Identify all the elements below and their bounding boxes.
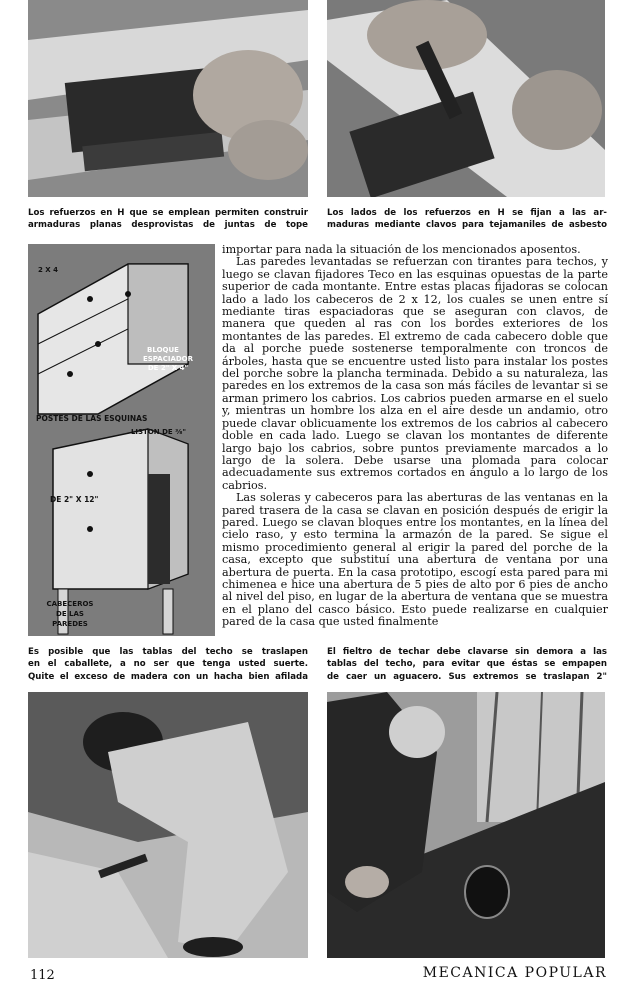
- label-bloque-2: ESPACIADOR: [142, 355, 194, 363]
- caption-line: Los lados de los refuerzos en H se fijan a las ar-: [327, 208, 607, 218]
- photo-nailing-h-brace: [327, 0, 605, 197]
- label-cabeceros-2: DE LAS: [56, 610, 84, 618]
- photo-h-brace-hands: [28, 0, 308, 197]
- caption-mid-left: [28, 646, 308, 683]
- label-2x4: 2 X 4: [38, 266, 59, 274]
- label-liston: LISTON DE ⅜": [130, 428, 186, 436]
- label-cabeceros-3: PAREDES: [52, 620, 88, 628]
- caption-line: Los refuerzos en H que se emplean permiten construir: [28, 208, 308, 218]
- caption-line: armaduras planas desprovistas de juntas de tope: [28, 220, 308, 231]
- corner-posts-header-diagram: [28, 244, 215, 636]
- magazine-title: MECANICA POPULAR: [422, 965, 607, 981]
- body-paragraph: Las paredes levantadas se refuerzan con tirantes para techos, y luego se clavan fijadores Teco en las esquinas opuestas de la parte superior de cada montante. Entre estas placas fijadoras se colocan lado a lado los cabeceros de 2 x 12, los cuales se unen entre sí mediante tiras espaciadoras que se aseguran con clavos, de manera que queden al ras con los bordes exteriores de los montantes de las paredes. El extremo de cada cabecero doble que da al porche puede sostenerse temporalmente con troncos de árboles, hasta que se encuentre usted listo para instalar los postes del porche sobre la plancha terminada. Debido a su naturaleza, las paredes en los extremos de la casa son más fáciles de levantar si se arman primero los cabrios. Los cabrios pueden armarse en el suelo y, mientras un hombre los alza en el aire desde un andamio, otro puede clavar oblicuamente los extremos de los cabrios al cabecero doble en cada lado. Luego se clavan los montantes de diferente largo bajo los cabrios, sobre puntos previamente marcados a lo largo de la solera. Debe usarse una plomada para colocar adecuadamente sus extremos cortados en ángulo a lo largo de los cabrios.: [222, 255, 608, 492]
- body-paragraph: Las soleras y cabeceros para las aberturas de las ventanas en la pared trasera de la casa se clavan en posición después de erigir la pared. Luego se clavan bloques entre los montantes, en la línea del cielo raso, y esto termina la armazón de la pared. Se sigue el mismo procedimiento general al erigir la pared del porche de la casa, excepto que substituí una abertura de ventana por una abertura de puerta. En la casa prototipo, escogí esta pared para mi chimenea e hice una abertura de 5 pies de alto por 6 pies de ancho al nivel del piso, en lugar de la abertura de ventana que se muestra en el plano del casco básico. Esto puede realizarse en cualquier pared de la casa que usted finalmente: [222, 491, 608, 629]
- label-cabeceros-1: CABECEROS: [46, 600, 94, 608]
- photo-rolling-roof-felt: [327, 692, 605, 958]
- caption-line: de caer un aguacero. Sus extremos se traslapan 2": [327, 671, 607, 682]
- caption-mid-right: [327, 646, 607, 683]
- photo-man-hammering-roof: [28, 692, 308, 958]
- label-postes: POSTES DE LAS ESQUINAS: [36, 414, 148, 423]
- label-bloque-3: DE 2" X 4": [147, 364, 189, 372]
- label-bloque-1: BLOQUE: [147, 346, 179, 354]
- caption-top-left: [28, 207, 308, 232]
- caption-line: Es posible que las tablas del techo se traslapen: [28, 647, 308, 657]
- caption-line: El fieltro de techar debe clavarse sin demora a las: [327, 647, 607, 657]
- article-body: [222, 244, 608, 636]
- caption-line: en el caballete, a no ser que tenga usted suerte.: [28, 659, 308, 670]
- caption-line: Quite el exceso de madera con un hacha bien afilada: [28, 671, 308, 682]
- caption-top-right: [327, 207, 607, 232]
- caption-line: tablas del techo, para evitar que éstas se empapen: [327, 659, 607, 670]
- caption-line: maduras mediante clavos para tejamaniles de asbesto: [327, 220, 607, 231]
- label-de2x12: DE 2" X 12": [50, 495, 99, 504]
- body-paragraph: importar para nada la situación de los mencionados aposentos.: [222, 244, 581, 256]
- page-number: 112: [30, 968, 55, 983]
